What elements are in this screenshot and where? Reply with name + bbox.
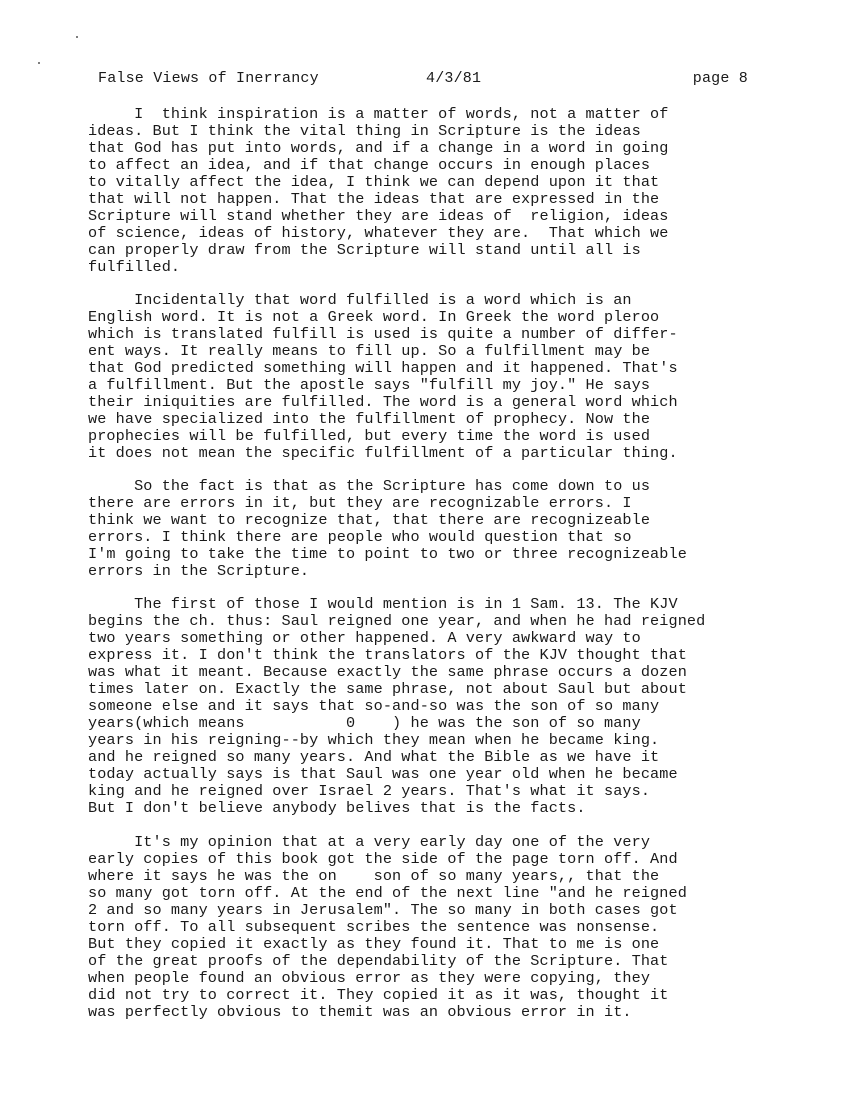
text-line: that will not happen. That the ideas that are expressed in the [88,190,660,208]
text-line: Scripture will stand whether they are ideas of religion, ideas [88,207,669,225]
paragraph-1 [88,106,768,276]
text-line: express it. I don't think the translators of the KJV thought that [88,646,687,664]
text-line: where it says he was the on son of so many years,, that the [88,867,660,885]
text-line: we have specialized into the fulfillment of prophecy. Now the [88,410,651,428]
text-line: years in his reigning--by which they mean when he became king. [88,731,660,749]
scan-speck [38,62,40,64]
text-line: someone else and it says that so-and-so was the son of so many [88,697,660,715]
page-number: page 8 [692,70,748,87]
text-line: king and he reigned over Israel 2 years. That's what it says. [88,782,651,800]
text-line: a fulfillment. But the apostle says "fulfill my joy." He says [88,376,651,394]
text-line: torn off. To all subsequent scribes the sentence was nonsense. [88,918,660,936]
text-line: 2 and so many years in Jerusalem". The so many in both cases got [88,901,678,919]
text-line: errors in the Scripture. [88,562,310,580]
text-line: their iniquities are fulfilled. The word is a general word which [88,393,678,411]
text-line: so many got torn off. At the end of the next line "and he reigned [88,884,687,902]
text-line: early copies of this book got the side of the page torn off. And [88,850,678,868]
text-line: So the fact is that as the Scripture has come down to us [88,477,651,495]
text-line: of the great proofs of the dependability of the Scripture. That [88,952,669,970]
text-line: years(which means 0 ) he was the son of so many [88,714,641,732]
text-line: which is translated fulfill is used is quite a number of differ- [88,325,678,343]
text-line: But I don't believe anybody belives that is the facts. [88,799,586,817]
paragraph-5 [88,834,768,1021]
text-line: prophecies will be fulfilled, but every time the word is used [88,427,651,445]
text-line: of science, ideas of history, whatever they are. That which we [88,224,669,242]
text-line: that God has put into words, and if a change in a word in going [88,139,669,157]
text-line: ent ways. It really means to fill up. So a fulfillment may be [88,342,651,360]
text-line: was perfectly obvious to themit was an obvious error in it. [88,1003,632,1021]
text-line: it does not mean the specific fulfillment of a particular thing. [88,444,678,462]
paragraph-3 [88,478,768,580]
text-line: can properly draw from the Scripture will stand until all is [88,241,641,259]
text-line: two years something or other happened. A very awkward way to [88,629,641,647]
text-line: when people found an obvious error as they were copying, they [88,969,651,987]
text-line: English word. It is not a Greek word. In Greek the word pleroo [88,308,660,326]
text-line: today actually says is that Saul was one year old when he became [88,765,678,783]
text-line: to vitally affect the idea, I think we can depend upon it that [88,173,660,191]
text-line: It's my opinion that at a very early day one of the very [88,833,651,851]
text-line: I think inspiration is a matter of words, not a matter of [88,105,669,123]
text-line: ideas. But I think the vital thing in Scripture is the ideas [88,122,641,140]
text-line: did not try to correct it. They copied it as it was, thought it [88,986,669,1004]
text-line: I'm going to take the time to point to two or three recognizeable [88,545,687,563]
text-line: think we want to recognize that, that there are recognizeable [88,511,651,529]
text-line: that God predicted something will happen and it happened. That's [88,359,678,377]
text-line: times later on. Exactly the same phrase, not about Saul but about [88,680,687,698]
page-header [98,70,748,92]
text-line: to affect an idea, and if that change occurs in enough places [88,156,651,174]
document-title: False Views of Inerrancy [98,70,319,87]
paragraph-2 [88,292,768,462]
text-line: Incidentally that word fulfilled is a word which is an [88,291,632,309]
text-line: The first of those I would mention is in 1 Sam. 13. The KJV [88,595,678,613]
document-date: 4/3/81 [426,70,482,87]
text-line: fulfilled. [88,258,181,276]
text-line: errors. I think there are people who would question that so [88,528,632,546]
text-line: there are errors in it, but they are recognizable errors. I [88,494,632,512]
text-line: and he reigned so many years. And what the Bible as we have it [88,748,660,766]
text-line: begins the ch. thus: Saul reigned one year, and when he had reigned [88,612,706,630]
text-line: was what it meant. Because exactly the same phrase occurs a dozen [88,663,687,681]
paragraph-4 [88,596,768,817]
scan-speck [76,36,78,38]
text-line: But they copied it exactly as they found it. That to me is one [88,935,660,953]
